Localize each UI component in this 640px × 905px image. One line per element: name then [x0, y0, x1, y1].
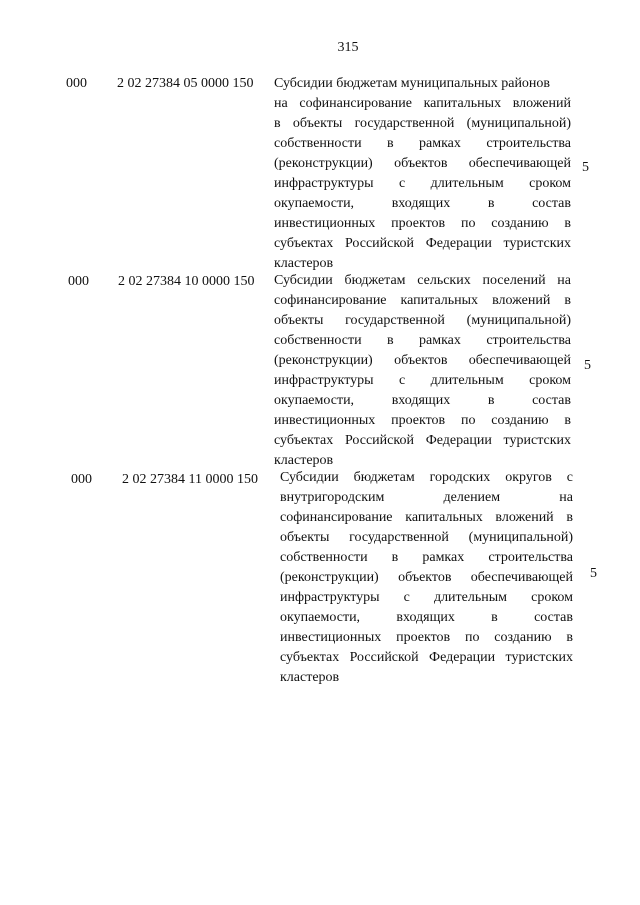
description-line: объекты государственной (муниципальной) [280, 530, 573, 545]
description-line: субъектах Российской Федерации туристских [274, 236, 571, 251]
row-classification-code: 2 02 27384 05 0000 150 [117, 76, 254, 91]
description-line: софинансирование капитальных вложений в [274, 293, 571, 308]
description-line: кластеров [274, 453, 334, 468]
description-line: окупаемости, входящих в состав [274, 393, 571, 408]
description-line: внутригородским делением на [280, 490, 573, 505]
row-code: 000 [68, 274, 89, 289]
row-value: 5 [590, 566, 597, 581]
description-line: субъектах Российской Федерации туристских [280, 650, 573, 665]
row-description [280, 468, 573, 688]
description-line: инфраструктуры с длительным сроком [280, 590, 573, 605]
description-line: окупаемости, входящих в состав [274, 196, 571, 211]
row-value: 5 [584, 358, 591, 373]
description-line: собственности в рамках строительства [274, 136, 571, 151]
row-description [274, 74, 571, 274]
description-line: инвестиционных проектов по созданию в [280, 630, 573, 645]
description-line: инвестиционных проектов по созданию в [274, 216, 571, 231]
description-line: инвестиционных проектов по созданию в [274, 413, 571, 428]
description-line: (реконструкции) объектов обеспечивающей [274, 353, 571, 368]
row-value: 5 [582, 160, 589, 175]
description-line: Субсидии бюджетам сельских поселений на [274, 273, 571, 288]
description-line: собственности в рамках строительства [274, 333, 571, 348]
row-code: 000 [66, 76, 87, 91]
row-description [274, 271, 571, 471]
description-line: на софинансирование капитальных вложений [274, 96, 571, 111]
description-line: объекты государственной (муниципальной) [274, 313, 571, 328]
description-line: кластеров [274, 256, 334, 271]
description-line: (реконструкции) объектов обеспечивающей [274, 156, 571, 171]
description-line: Субсидии бюджетам городских округов с [280, 470, 573, 485]
description-line: инфраструктуры с длительным сроком [274, 176, 571, 191]
description-line: (реконструкции) объектов обеспечивающей [280, 570, 573, 585]
row-classification-code: 2 02 27384 11 0000 150 [122, 472, 258, 487]
page-number: 315 [337, 40, 359, 55]
description-line: Субсидии бюджетам муниципальных районов [274, 76, 551, 91]
description-line: софинансирование капитальных вложений в [280, 510, 573, 525]
description-line: кластеров [280, 670, 340, 685]
description-line: инфраструктуры с длительным сроком [274, 373, 571, 388]
row-code: 000 [71, 472, 92, 487]
description-line: окупаемости, входящих в состав [280, 610, 573, 625]
description-line: субъектах Российской Федерации туристских [274, 433, 571, 448]
description-line: собственности в рамках строительства [280, 550, 573, 565]
row-classification-code: 2 02 27384 10 0000 150 [118, 274, 255, 289]
description-line: в объекты государственной (муниципальной) [274, 116, 571, 131]
